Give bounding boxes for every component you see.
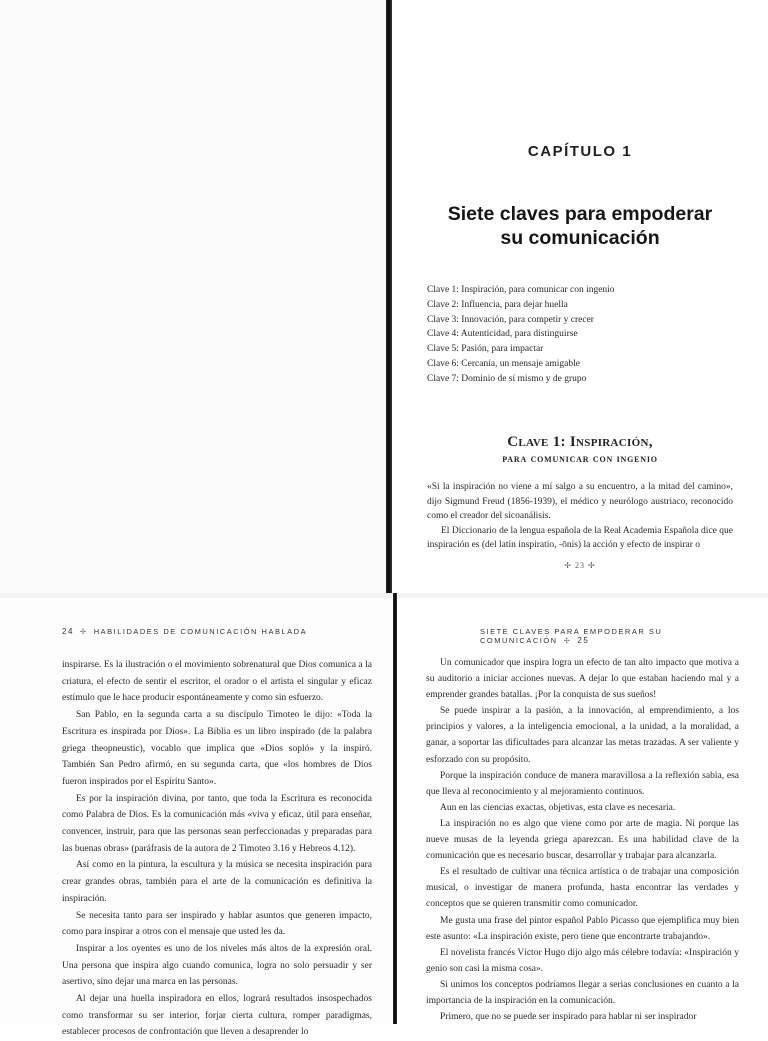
key-item: Clave 7: Dominio de sí mismo y de grupo [427, 373, 587, 384]
page-number: 24 [62, 627, 74, 636]
ornament-icon: ✢ [563, 636, 572, 645]
body-paragraph: Inspirar a los oyentes es uno de los niveles más altos de la expresión oral. Una persona que inspira algo cuando comunica, logra no solo persuadir y ser asertivo, sino dejar una marca en las personas. [62, 943, 372, 988]
body-paragraph: «Si la inspiración no viene a mí salgo a su encuentro, a la mitad del camino», dijo Sigmund Freud (1856-1939), el médico y neurólogo austriaco, reconocido como el creador del sicoanálisis. [427, 482, 733, 522]
running-head-text: SIETE CLAVES PARA EMPODERAR SU COMUNICACIÓN [480, 627, 663, 645]
running-head-text: HABILIDADES DE COMUNICACIÓN HABLADA [93, 627, 308, 636]
body-paragraph: Es por la inspiración divina, por tanto, que toda la Escritura es reconocida como Palabra de Dios. Es la comunicación más «viva y eficaz, útil para enseñar, convencer, instruir, para que las personas sean perfeccionadas y preparadas para las buenas obras» (paráfrasis de la autora de 2 Timoteo 3.16 y Hebreos 4.12). [62, 793, 372, 854]
blank-page [0, 0, 386, 593]
body-paragraph: Se necesita tanto para ser inspirado y hablar asuntos que generen impacto, como para inspirar a otros con el mensaje que usted les da. [62, 910, 372, 938]
key-item: Clave 5: Pasión, para impactar [427, 344, 544, 355]
running-head-right [480, 627, 768, 645]
key-item: Clave 6: Cercanía, un mensaje amigable [427, 358, 580, 369]
ornament-icon: ✢ [79, 627, 88, 636]
chapter-title-line1: Siete claves para empoderar [447, 203, 713, 225]
running-head-left [62, 627, 307, 636]
section-title-line2: para comunicar con ingenio [502, 453, 658, 465]
chapter-label: CAPÍTULO 1 [527, 143, 633, 160]
body-paragraph: Primero, que no se puede ser inspirado para hablar ni ser inspirador [440, 1012, 697, 1023]
body-paragraph: El novelista francés Víctor Hugo dijo algo más célebre todavía: «Inspiración y genio son casi la misma cosa». [426, 947, 739, 974]
book-gutter [386, 0, 392, 593]
chapter-opening-page [392, 0, 768, 593]
key-item: Clave 2: Influencia, para dejar huella [427, 299, 568, 310]
key-item: Clave 3: Innovación, para competir y crecer [427, 314, 594, 325]
chapter-title-line2: su comunicación [500, 227, 660, 249]
body-paragraph: Aun en las ciencias exactas, objetivas, esta clave es necesaria. [440, 802, 676, 813]
key-item: Clave 4: Autenticidad, para distinguirse [427, 329, 578, 340]
body-paragraph: Así como en la pintura, la escultura y la música se necesita inspiración para crear grandes obras, también para el arte de la comunicación es definitiva la inspiración. [62, 860, 372, 904]
body-paragraph: Un comunicador que inspira logra un efecto de tan alto impacto que motiva a su auditorio a iniciar acciones nuevas. A dejar lo que estaban haciendo mal y a emprender grandes batallas. ¡Por la conquista de sus sueños! [426, 658, 739, 701]
keys-list [427, 283, 615, 387]
body-paragraph: Me gusta una frase del pintor español Pablo Picasso que ejemplifica muy bien este asunto: «La inspiración existe, pero tiene que encontrarte trabajando». [426, 915, 739, 942]
page-24-body [62, 657, 372, 1041]
body-paragraph: Es el resultado de cultivar una técnica artística o de trabajar una composición musical, o investigar de manera profunda, hasta encontrar las verdades y conceptos que se quieren transmitir como comunicador. [426, 867, 739, 910]
page-number: ✢ 23 ✢ [564, 561, 596, 570]
body-paragraph: Porque la inspiración conduce de manera maravillosa a la reflexión sabia, esa que lleva al reconocimiento y al mejoramiento continuos. [426, 770, 739, 797]
body-paragraph: Se puede inspirar a la pasión, a la innovación, al emprendimiento, a los principios y valores, a la inteligencia emocional, a la unidad, a la moralidad, a ganar, a soportar las dificultades para alcanzar las metas trazadas. A ser valiente y esforzado con su propósito. [426, 706, 739, 765]
body-paragraph: inspirarse. Es la ilustración o el movimiento sobrenatural que Dios comunica a la criatura, el efecto de sentir el escritor, el orador o el artista el singular y eficaz estímulo que le hace producir espontáneamente y como sin esfuerzo. [62, 660, 372, 704]
body-paragraph: San Pablo, en la segunda carta a su discípulo Timoteo le dijo: «Toda la Escritura es inspirada por Dios». La Biblia es un libro inspirado (de la palabra griega theopneustic), vocablo que implica que «Dios sopló» y la inspiró. También San Pedro afirmó, en su segunda carta, que «los hombres de Dios fueron inspirados por el Espíritu Santo». [62, 710, 372, 787]
page-25-body [426, 655, 739, 1025]
chapter-body [427, 480, 733, 553]
page-number: 25 [577, 636, 590, 645]
chapter-title [392, 202, 768, 250]
body-paragraph: El Diccionario de la lengua española de la Real Academia Española dice que inspiración es (del latín inspiratio, -ōnis) la acción y efecto de inspirar o [427, 525, 733, 551]
body-paragraph: La inspiración no es algo que viene como por arte de magia. Ni porque las nueve musas de la leyenda griega aparezcan. Es una habilidad clave de la comunicación que es necesario buscar, desarrollar y trabajar para alcanzarla. [426, 818, 739, 862]
section-title-line1: Clave 1: Inspiración, [507, 434, 653, 450]
key-item: Clave 1: Inspiración, para comunicar con ingenio [427, 285, 615, 295]
body-paragraph: Al dejar una huella inspiradora en ellos, logrará resultados insospechados como transformar su ser interior, forjar cierta cultura, romper paradigmas, establecer procesos de confrontación que lleven a desaprender lo [62, 994, 372, 1038]
body-paragraph: Si unimos los conceptos podríamos llegar a serias conclusiones en cuanto a la importancia de la inspiración en la comunicación. [426, 979, 739, 1006]
section-title [392, 434, 768, 468]
